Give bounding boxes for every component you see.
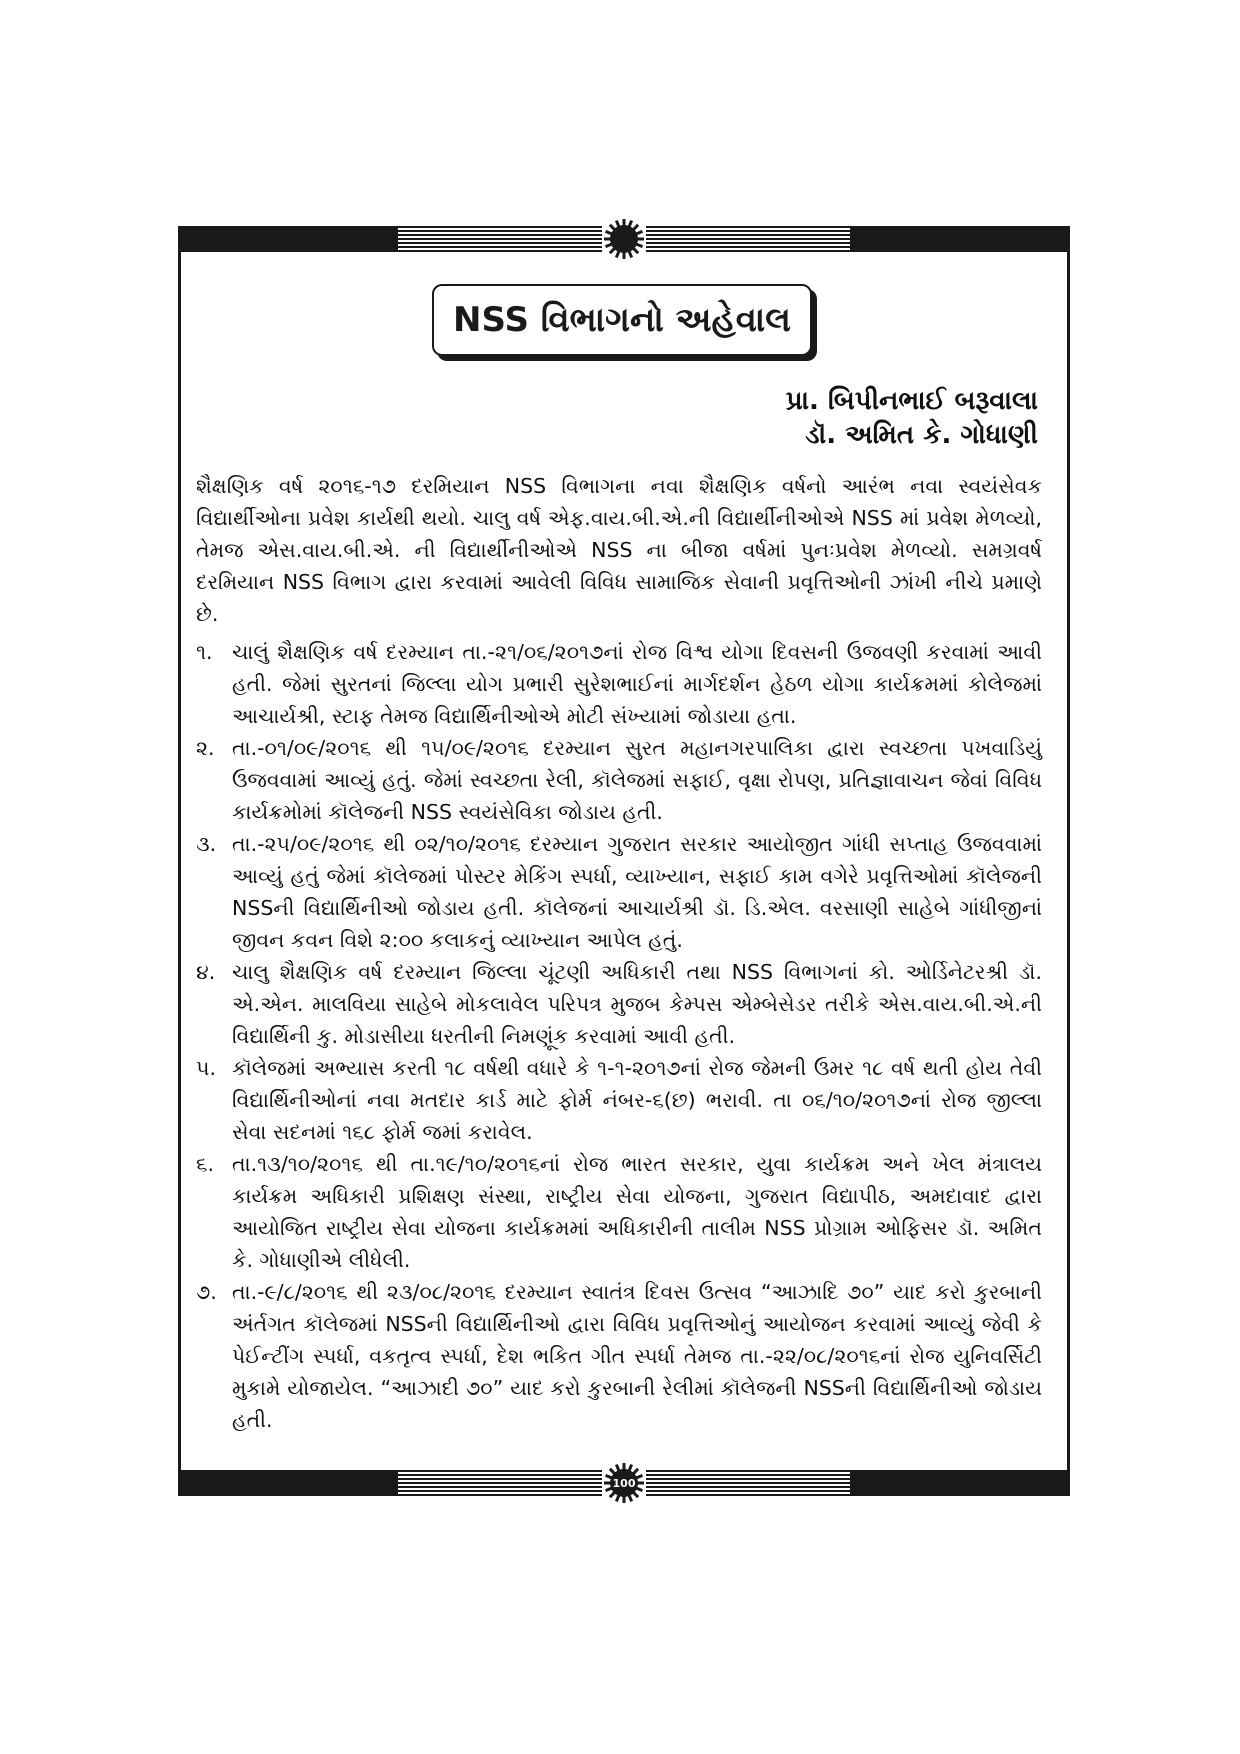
list-item-text: તા.-૦૧/૦૯/૨૦૧૬ થી ૧૫/૦૯/૨૦૧૬ દરમ્યાન સુરત મહાનગરપાલિકા દ્વારા સ્વચ્છતા પખવાડિયું ઉજવવામાં આવ્યું હતું. જેમાં સ્વચ્છતા રેલી, કૉલેજમાં સફાઈ, વૃક્ષા રોપણ, પ્રતિજ્ઞાવાચન જેવાં વિવિધ કાર્યક્રમોમાં કૉલેજની NSS સ્વયંસેવિકા જોડાય હતી.: [232, 736, 1042, 824]
list-item-number: ૨.: [196, 736, 215, 760]
list-item: [196, 636, 1042, 732]
intro-paragraph: શૈક્ષણિક વર્ષ ૨૦૧૬-૧૭ દરમિયાન NSS વિભાગના નવા શૈક્ષણિક વર્ષનો આરંભ નવા સ્વયંસેવક વિદ્યાર્થીઓના પ્રવેશ કાર્યથી થયો. ચાલુ વર્ષ એફ.વાય.બી.એ.ની વિદ્યાર્થીનીઓએ NSS માં પ્રવેશ મેળવ્યો, તેમજ એસ.વાય.બી.એ. ની વિદ્યાર્થીનીઓએ NSS ના બીજા વર્ષમાં પુનઃપ્રવેશ મેળવ્યો. સમગ્રવર્ષ દરમિયાન NSS વિભાગ દ્વારા કરવામાં આવેલી વિવિધ સામાજિક સેવાની પ્રવૃત્તિઓની ઝાંખી નીચે પ્રમાણે છે.: [196, 474, 1042, 626]
list-item-text: તા.૧૩/૧૦/૨૦૧૬ થી તા.૧૯/૧૦/૨૦૧૬નાં રોજ ભારત સરકાર, યુવા કાર્યક્રમ અને ખેલ મંત્રાલય કાર્યક્રમ અધિકારી પ્રશિક્ષણ સંસ્થા, રાષ્ટ્રીય સેવા યોજના, ગુજરાત વિદ્યાપીઠ, અમદાવાદ દ્વારા આયોજિત રાષ્ટ્રીય સેવા યોજના કાર્યક્રમમાં અધિકારીની તાલીમ NSS પ્રોગ્રામ ઓફિસર ડૉ. અમિત કે. ગોધાણીએ લીધેલી.: [232, 1152, 1042, 1272]
header-band: [178, 226, 1070, 252]
page-title: NSS વિભાગનો અહેવાલ: [453, 300, 791, 340]
header-ornament-icon: [602, 226, 646, 252]
list-item: [196, 732, 1042, 828]
list-item-text: તા.-૨૫/૦૯/૨૦૧૬ થી ૦૨/૧૦/૨૦૧૬ દરમ્યાન ગુજરાત સરકાર આયોજીત ગાંધી સપ્તાહ ઉજવવામાં આવ્યું હતું જેમાં કૉલેજમાં પોસ્ટર મેકિંગ સ્પર્ધા, વ્યાખ્યાન, સફાઈ કામ વગેરે પ્રવૃત્તિઓમાં કૉલેજની NSSની વિદ્યાર્થિનીઓ જોડાય હતી. કૉલેજનાં આચાર્યશ્રી ડૉ. ડિ.એલ. વરસાણી સાહેબે ગાંધીજીનાં જીવન કવન વિશે ૨:૦૦ કલાકનું વ્યાખ્યાન આપેલ હતું.: [232, 832, 1042, 952]
header-band-stripes-right: [646, 226, 850, 252]
title-box: [432, 284, 812, 356]
footer-band-stripes-right: [646, 1470, 850, 1496]
activity-list: [196, 636, 1042, 1436]
list-item-text: ચાલુ શૈક્ષણિક વર્ષ દરમ્યાન જિલ્લા ચૂંટણી અધિકારી તથા NSS વિભાગનાં કો. ઓર્ડિનેટરશ્રી ડૉ. એ.એન. માલવિયા સાહેબે મોકલાવેલ પરિપત્ર મુજબ કેમ્પસ એમ્બેસેડર તરીકે એસ.વાય.બી.એ.ની વિદ્યાર્થિની કુ. મોડાસીયા ધરતીની નિમણૂંક કરવામાં આવી હતી.: [232, 960, 1042, 1048]
footer-band-solid-left: [178, 1470, 398, 1496]
footer-band: [178, 1470, 1070, 1496]
list-item-number: ૪.: [196, 960, 216, 984]
footer-band-solid-right: [850, 1470, 1070, 1496]
list-item-text: ચાલું શૈક્ષણિક વર્ષ દરમ્યાન તા.-૨૧/૦૬/૨૦૧૭નાં રોજ વિશ્વ યોગા દિવસની ઉજવણી કરવામાં આવી હતી. જેમાં સુરતનાં જિલ્લા યોગ પ્રભારી સુરેશભાઈનાં માર્ગદર્શન હેઠળ યોગા કાર્યક્રમમાં કોલેજમાં આચાર્યશ્રી, સ્ટાફ તેમજ વિદ્યાર્થિનીઓએ મોટી સંખ્યામાં જોડાયા હતા.: [232, 640, 1042, 728]
report-body: [196, 470, 1042, 1436]
footer-band-stripes-left: [398, 1470, 602, 1496]
list-item-number: ૭.: [196, 1280, 217, 1304]
list-item: [196, 1276, 1042, 1436]
list-item-number: ૧.: [196, 640, 213, 664]
list-item-text: કૉલેજમાં અભ્યાસ કરતી ૧૮ વર્ષથી વધારે કે ૧-૧-૨૦૧૭નાં રોજ જેમની ઉમર ૧૮ વર્ષ થતી હોય તેવી વિદ્યાર્થિનીઓનાં નવા મતદાર કાર્ડ માટે ફોર્મ નંબર-૬(છ) ભરાવી. તા ૦૬/૧૦/૨૦૧૭નાં રોજ જીલ્લા સેવા સદનમાં ૧૬૮ ફોર્મ જમાં કરાવેલ.: [232, 1056, 1042, 1144]
list-item: [196, 956, 1042, 1052]
list-item: [196, 1052, 1042, 1148]
list-item: [196, 828, 1042, 956]
header-band-solid-left: [178, 226, 398, 252]
author-1: પ્રા. બિપીનભાઈ બરૂવાલા: [785, 386, 1038, 416]
header-band-stripes-left: [398, 226, 602, 252]
list-item-number: ૬.: [196, 1152, 214, 1176]
page-number: 100: [612, 1476, 636, 1490]
authors: [640, 384, 1038, 452]
page-number-badge: [602, 1470, 646, 1496]
list-item-text: તા.-૯/૮/૨૦૧૬ થી ૨૩/૦૮/૨૦૧૬ દરમ્યાન સ્વાતંત્ર દિવસ ઉત્સવ “આઝાદિ ૭૦” યાદ કરો કુરબાની અંર્તગત કૉલેજમાં NSSની વિદ્યાર્થિનીઓ દ્વારા વિવિધ પ્રવૃત્તિઓનું આયોજન કરવામાં આવ્યું જેવી કે પેઈન્ટીંગ સ્પર્ધા, વકતૃત્વ સ્પર્ધા, દેશ ભકિત ગીત સ્પર્ધા તેમજ તા.-૨૨/૦૮/૨૦૧૬નાં રોજ યુનિવર્સિટી મુકામે યોજાયેલ. “આઝાદી ૭૦” યાદ કરો કુરબાની રેલીમાં કૉલેજની NSSની વિદ્યાર્થિનીઓ જોડાય હતી.: [232, 1280, 1042, 1432]
list-item: [196, 1148, 1042, 1276]
author-2: ડૉ. અમિત કે. ગોધાણી: [805, 420, 1038, 450]
header-band-solid-right: [850, 226, 1070, 252]
list-item-number: ૫.: [196, 1056, 216, 1080]
list-item-number: ૩.: [196, 832, 217, 856]
